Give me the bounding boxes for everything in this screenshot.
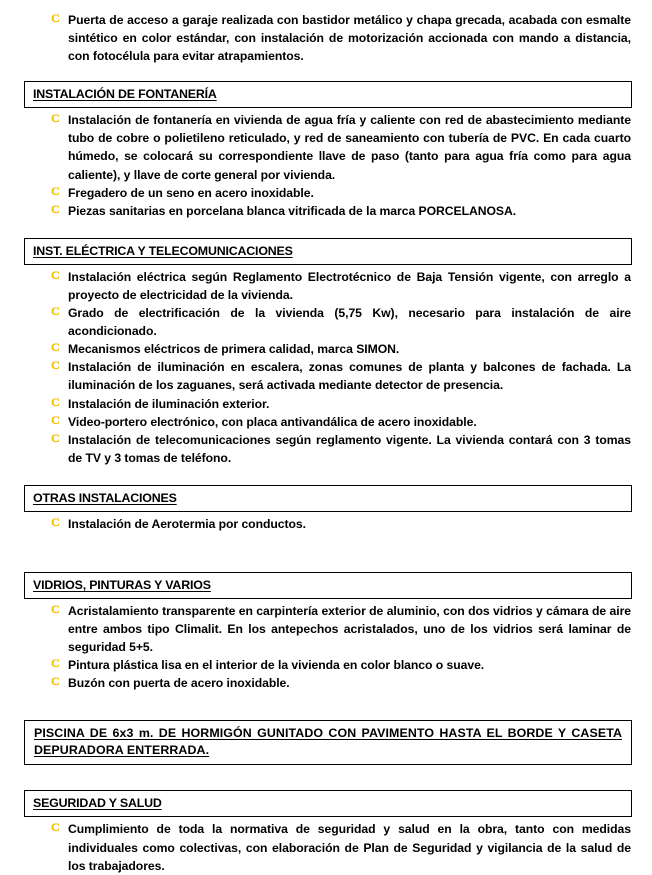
bullet-c-icon: C: [51, 340, 60, 355]
bullet-c-icon: C: [51, 514, 60, 529]
bullet-c-icon: C: [51, 394, 60, 409]
bullet-c-icon: C: [51, 304, 60, 319]
list-item-text: Pintura plástica lisa en el interior de la vivienda en color blanco o suave.: [68, 658, 485, 673]
spacer-top: [0, 0, 652, 11]
spacer-before-electrica: [0, 220, 652, 238]
list-item-text: Instalación eléctrica según Reglamento Electrotécnico de Baja Tensión vigente, con arreglo a proyecto de electricidad de la vivienda.: [68, 269, 631, 302]
bullet-c-icon: C: [51, 358, 60, 373]
section-title: VIDRIOS, PINTURAS Y VARIOS: [33, 577, 211, 592]
list-item: [51, 111, 631, 183]
bullet-c-icon: C: [51, 820, 60, 835]
list-item: [51, 514, 631, 533]
list-item: [51, 674, 631, 692]
section-header-otras: [24, 485, 632, 512]
section-list-electrica: [0, 268, 652, 467]
section-header-fontaneria: [24, 81, 632, 108]
list-item-text: Instalación de iluminación en escalera, zonas comunes de planta y balcones de fachada. La iluminación de los zaguanes, será activada mediante detector de presencia.: [68, 360, 631, 393]
section-header-piscina: [24, 720, 632, 765]
section-title: OTRAS INSTALACIONES: [33, 490, 177, 505]
bullet-c-icon: C: [51, 430, 60, 445]
bullet-c-icon: C: [51, 412, 60, 427]
list-item-text: Video-portero electrónico, con placa antivandálica de acero inoxidable.: [68, 414, 477, 429]
list-item-text: Instalación de telecomunicaciones según reglamento vigente. La vivienda contará con 3 tomas de TV y 3 tomas de teléfono.: [68, 432, 631, 465]
spacer-before-vidrios: [0, 533, 652, 572]
bullet-c-icon: C: [51, 656, 60, 671]
intro-bullet-list: [0, 11, 652, 65]
list-item-text: Acristalamiento transparente en carpintería exterior de aluminio, con dos vidrios y cámara de aire entre ambos tipo Climalit. En los antepechos acristalados, uno de los vidrios será laminar de seguridad 5+5.: [68, 603, 631, 655]
bullet-c-icon: C: [51, 11, 60, 25]
list-item: [51, 304, 631, 340]
list-item: [51, 601, 631, 656]
list-item: [51, 11, 631, 65]
section-title: PISCINA DE 6x3 m. DE HORMIGÓN GUNITADO CON PAVIMENTO HASTA EL BORDE Y CASETA DEPURADORA ENTERRADA.: [34, 726, 622, 758]
list-item-text: Cumplimiento de toda la normativa de seguridad y salud en la obra, tanto con medidas individuales como colectivas, con elaboración de Plan de Seguridad y vigilancia de la salud de los trabajadores.: [68, 822, 631, 873]
list-item: [51, 201, 631, 220]
section-title: SEGURIDAD Y SALUD: [33, 796, 162, 811]
list-item: [51, 267, 631, 304]
list-item-text: Buzón con puerta de acero inoxidable.: [68, 676, 290, 691]
list-item-text: Grado de electrificación de la vivienda (5,75 Kw), necesario para instalación de aire acondicionado.: [68, 306, 631, 339]
bullet-c-icon: C: [51, 111, 60, 126]
section-header-electrica: [24, 238, 632, 265]
list-item-text: Instalación de fontanería en vivienda de agua fría y caliente con red de abastecimiento mediante tubo de cobre o polietileno reticulado, y red de saneamiento con tubería de PVC. En cada cuarto húmedo, se colocará su correspondiente llave de paso (tanto para agua fría como para agua caliente), y llave de corte general por vivienda.: [68, 113, 631, 182]
list-item-text: Instalación de Aerotermia por conductos.: [68, 516, 306, 531]
bullet-c-icon: C: [51, 601, 60, 616]
list-item: [51, 412, 631, 431]
section-list-seguridad: [0, 820, 652, 874]
list-item: [51, 820, 631, 874]
spacer-before-otras: [0, 467, 652, 485]
section-list-fontaneria: [0, 111, 652, 220]
section-list-otras: [0, 515, 652, 533]
section-list-vidrios: [0, 602, 652, 692]
spacer-before-seguridad: [0, 765, 652, 790]
list-item: [51, 183, 631, 202]
bullet-c-icon: C: [51, 201, 60, 216]
list-item: [51, 430, 631, 467]
list-item: [51, 340, 631, 358]
bullet-c-icon: C: [51, 674, 60, 689]
list-item-text: Fregadero de un seno en acero inoxidable.: [68, 185, 314, 200]
list-item: [51, 656, 631, 674]
bullet-c-icon: C: [51, 267, 60, 282]
list-item-text: Puerta de acceso a garaje realizada con bastidor metálico y chapa grecada, acabada con esmalte sintético en color estándar, con instalación de motorización accionada con mando a distancia, con fotocélula para evitar atrapamientos.: [68, 13, 631, 64]
section-title: INSTALACIÓN DE FONTANERÍA: [33, 87, 217, 102]
spacer-before-fontaneria: [0, 65, 652, 81]
list-item-text: Mecanismos eléctricos de primera calidad, marca SIMON.: [68, 342, 400, 357]
section-title: INST. ELÉCTRICA Y TELECOMUNICACIONES: [33, 243, 293, 258]
spacer-before-piscina: [0, 692, 652, 720]
list-item: [51, 394, 631, 413]
list-item-text: Instalación de iluminación exterior.: [68, 396, 270, 411]
list-item: [51, 358, 631, 394]
list-item-text: Piezas sanitarias en porcelana blanca vitrificada de la marca PORCELANOSA.: [68, 203, 517, 218]
bullet-c-icon: C: [51, 183, 60, 198]
section-header-vidrios: [24, 572, 632, 599]
section-header-seguridad: [24, 790, 632, 817]
